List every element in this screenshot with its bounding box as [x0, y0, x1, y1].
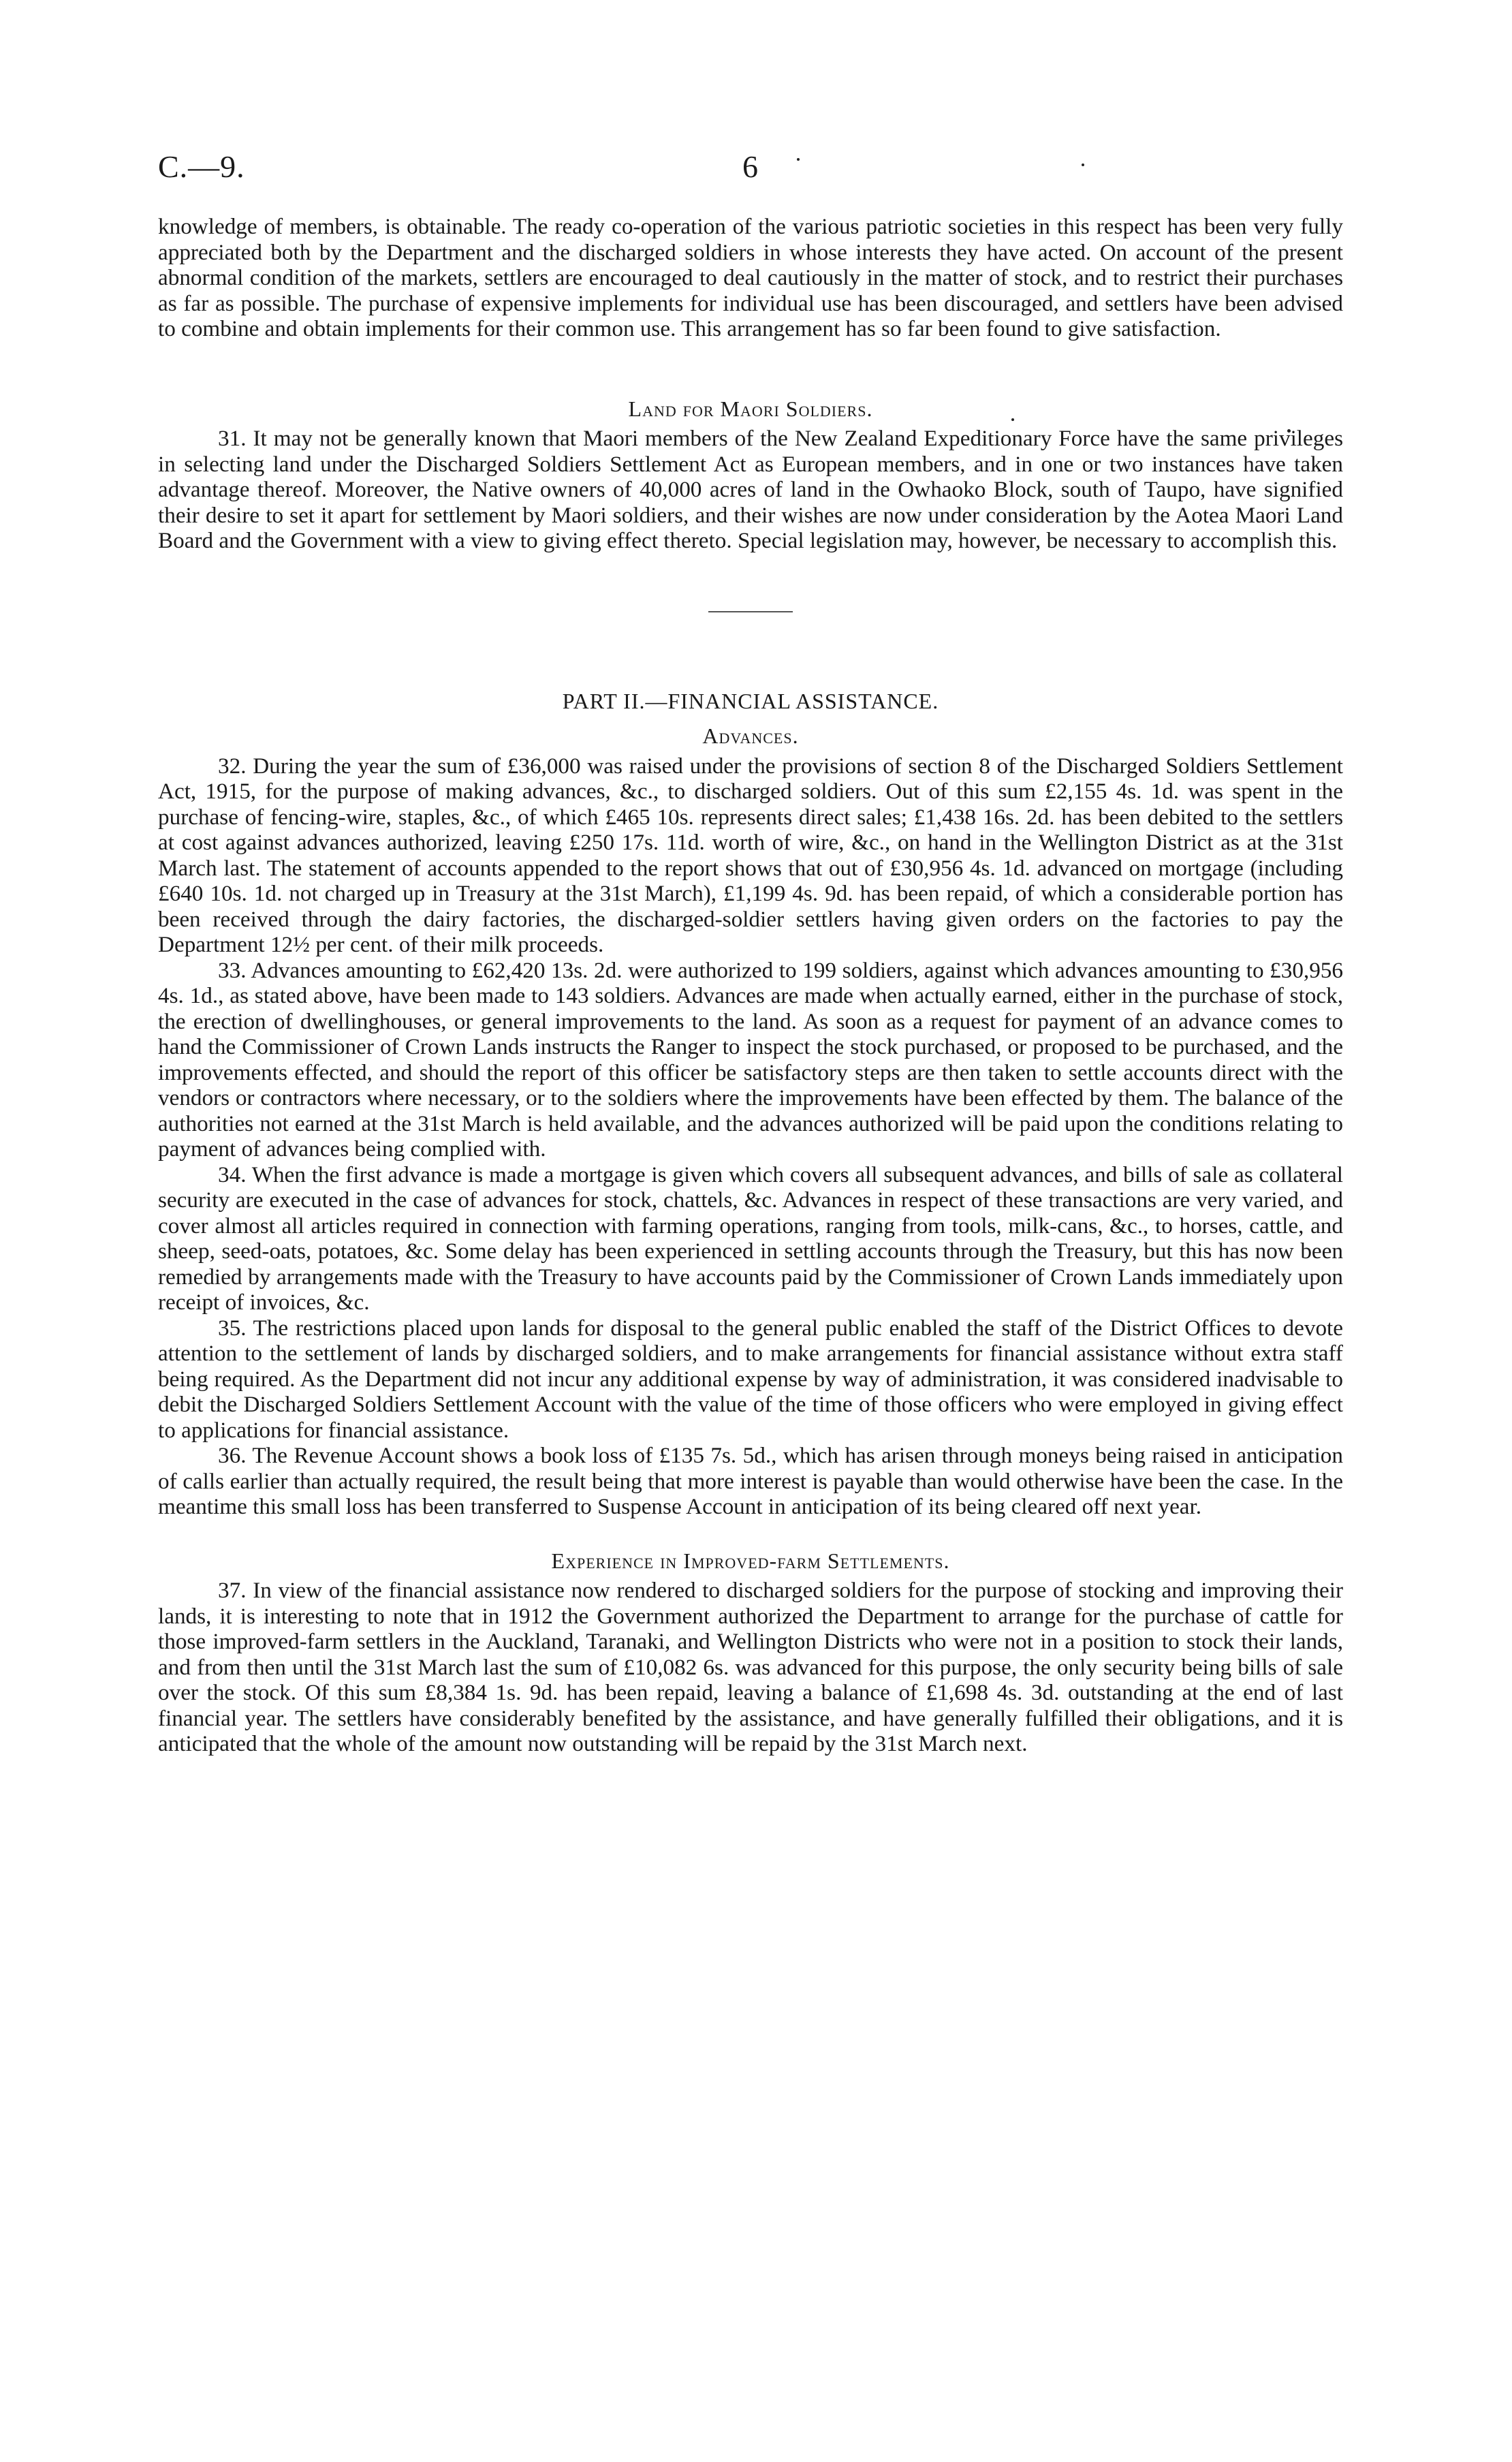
paragraph-37: 37. In view of the financial assistance now rendered to discharged soldiers for the purpose of stocking and improving their lands, it is interesting to note that in 1912 the Government authorized the Department to arrange for the purchase of cattle for those improved-farm settlers in the Auckland, Taranaki, and Wellington Districts who were not in a position to stock their lands, and from then until the 31st March last the sum of £10,082 6s. was advanced for this purpose, the only security being bills of sale over the stock. Of this sum £8,384 1s. 9d. has been repaid, leaving a balance of £1,698 4s. 3d. outstanding at the end of last financial year. The settlers have considerably benefited by the assistance, and have generally fulfilled their obligations, and it is anticipated that the whole of the amount now outstanding will be repaid by the 31st March next. [158, 1578, 1343, 1756]
document-body [158, 214, 1343, 1757]
print-speck [1082, 163, 1084, 166]
paragraph-35: 35. The restrictions placed upon lands for disposal to the general public enabled the staff of the District Offices to devote attention to the settlement of lands by discharged soldiers, and to make arrangements for financial assistance without extra staff being required. As the Department did not incur any additional expense by way of administration, it was considered inadvisable to debit the Discharged Soldiers Settlement Account with the value of the time of those officers who were employed in giving effect to applications for financial assistance. [158, 1315, 1343, 1443]
paragraph-33: 33. Advances amounting to £62,420 13s. 2d. were authorized to 199 soldiers, against which advances amounting to £30,956 4s. 1d., as stated above, have been made to 143 soldiers. Advances are made when actually earned, either in the purchase of stock, the erection of dwellinghouses, or general improvements to the land. As soon as a request for payment of an advance comes to hand the Commissioner of Crown Lands instructs the Ranger to inspect the stock purchased, or proposed to be purchased, and the improvements effected, and should the report of this officer be satisfactory steps are then taken to settle accounts direct with the vendors or contractors where necessary, or to the soldiers where the improvements have been effected by them. The balance of the authorities not earned at the 31st March is held available, and the advances authorized will be paid upon the conditions relating to payment of advances being complied with. [158, 957, 1343, 1162]
print-speck [797, 158, 800, 161]
heading-land-for-maori-soldiers: Land for Maori Soldiers. [628, 396, 873, 421]
paragraph-34: 34. When the first advance is made a mortgage is given which covers all subsequent advances, and bills of sale as collateral security are executed in the case of advances for stock, chattels, &c. Advances in respect of these transactions are very varied, and cover almost all articles required in connection with farming operations, ranging from tools, milk-cans, &c., to horses, cattle, and sheep, seed-oats, potatoes, &c. Some delay has been experienced in settling accounts through the Treasury, but this has now been remedied by arrangements made with the Treasury to have accounts paid by the Commissioner of Crown Lands immediately upon receipt of invoices, &c. [158, 1162, 1343, 1315]
heading-experience-improved-farm: Experience in Improved-farm Settlements. [551, 1548, 950, 1573]
document-reference: C.—9. [158, 149, 245, 184]
page-number: 6 [742, 149, 758, 184]
page-header [158, 149, 1343, 196]
paragraph-32: 32. During the year the sum of £36,000 was raised under the provisions of section 8 of the Discharged Soldiers Settlement Act, 1915, for the purpose of making advances, &c., to discharged soldiers. Out of this sum £2,155 4s. 1d. was spent in the purchase of fencing-wire, staples, &c., of which £465 10s. represents direct sales; £1,438 16s. 2d. has been debited to the settlers at cost against advances authorized, leaving £250 17s. 11d. worth of wire, &c., on hand in the Wellington District as at the 31st March last. The statement of accounts appended to the report shows that out of £30,956 4s. 1d. advanced on mortgage (including £640 10s. 1d. not charged up in Treasury at the 31st March), £1,199 4s. 9d. has been repaid, of which a considerable portion has been received through the dairy factories, the discharged-soldier settlers having given orders on the factories to pay the Department 12½ per cent. of their milk proceeds. [158, 753, 1343, 957]
heading-advances: Advances. [702, 723, 799, 748]
paragraph-31: 31. It may not be generally known that Maori members of the New Zealand Expeditionary Force have the same privileges in selecting land under the Discharged Soldiers Settlement Act as European members, and in one or two instances have taken advantage thereof. Moreover, the Native owners of 40,000 acres of land in the Owhaoko Block, south of Taupo, have signified their desire to set it apart for settlement by Maori soldiers, and their wishes are now under consideration by the Aotea Maori Land Board and the Government with a view to giving effect thereto. Special legislation may, however, be necessary to accomplish this. [158, 426, 1343, 553]
paragraph-36: 36. The Revenue Account shows a book loss of £135 7s. 5d., which has arisen through moneys being raised in anticipation of calls earlier than actually required, the result being that more interest is payable than would otherwise have been the case. In the meantime this small loss has been transferred to Suspense Account in anticipation of its being cleared off next year. [158, 1443, 1343, 1519]
intro-paragraph: knowledge of members, is obtainable. The ready co-operation of the various patriotic societies in this respect has been very fully appreciated both by the Department and the discharged soldiers in whose interests they have acted. On account of the present abnormal condition of the markets, settlers are encouraged to deal cautiously in the matter of stock, and to restrict their purchases as far as possible. The purchase of expensive implements for individual use has been discouraged, and settlers have been advised to combine and obtain implements for their common use. This arrangement has so far been found to give satisfaction. [158, 214, 1343, 341]
section-divider [158, 597, 1343, 625]
divider-rule [708, 611, 793, 612]
heading-part-ii: PART II.—FINANCIAL ASSISTANCE. [562, 688, 939, 713]
